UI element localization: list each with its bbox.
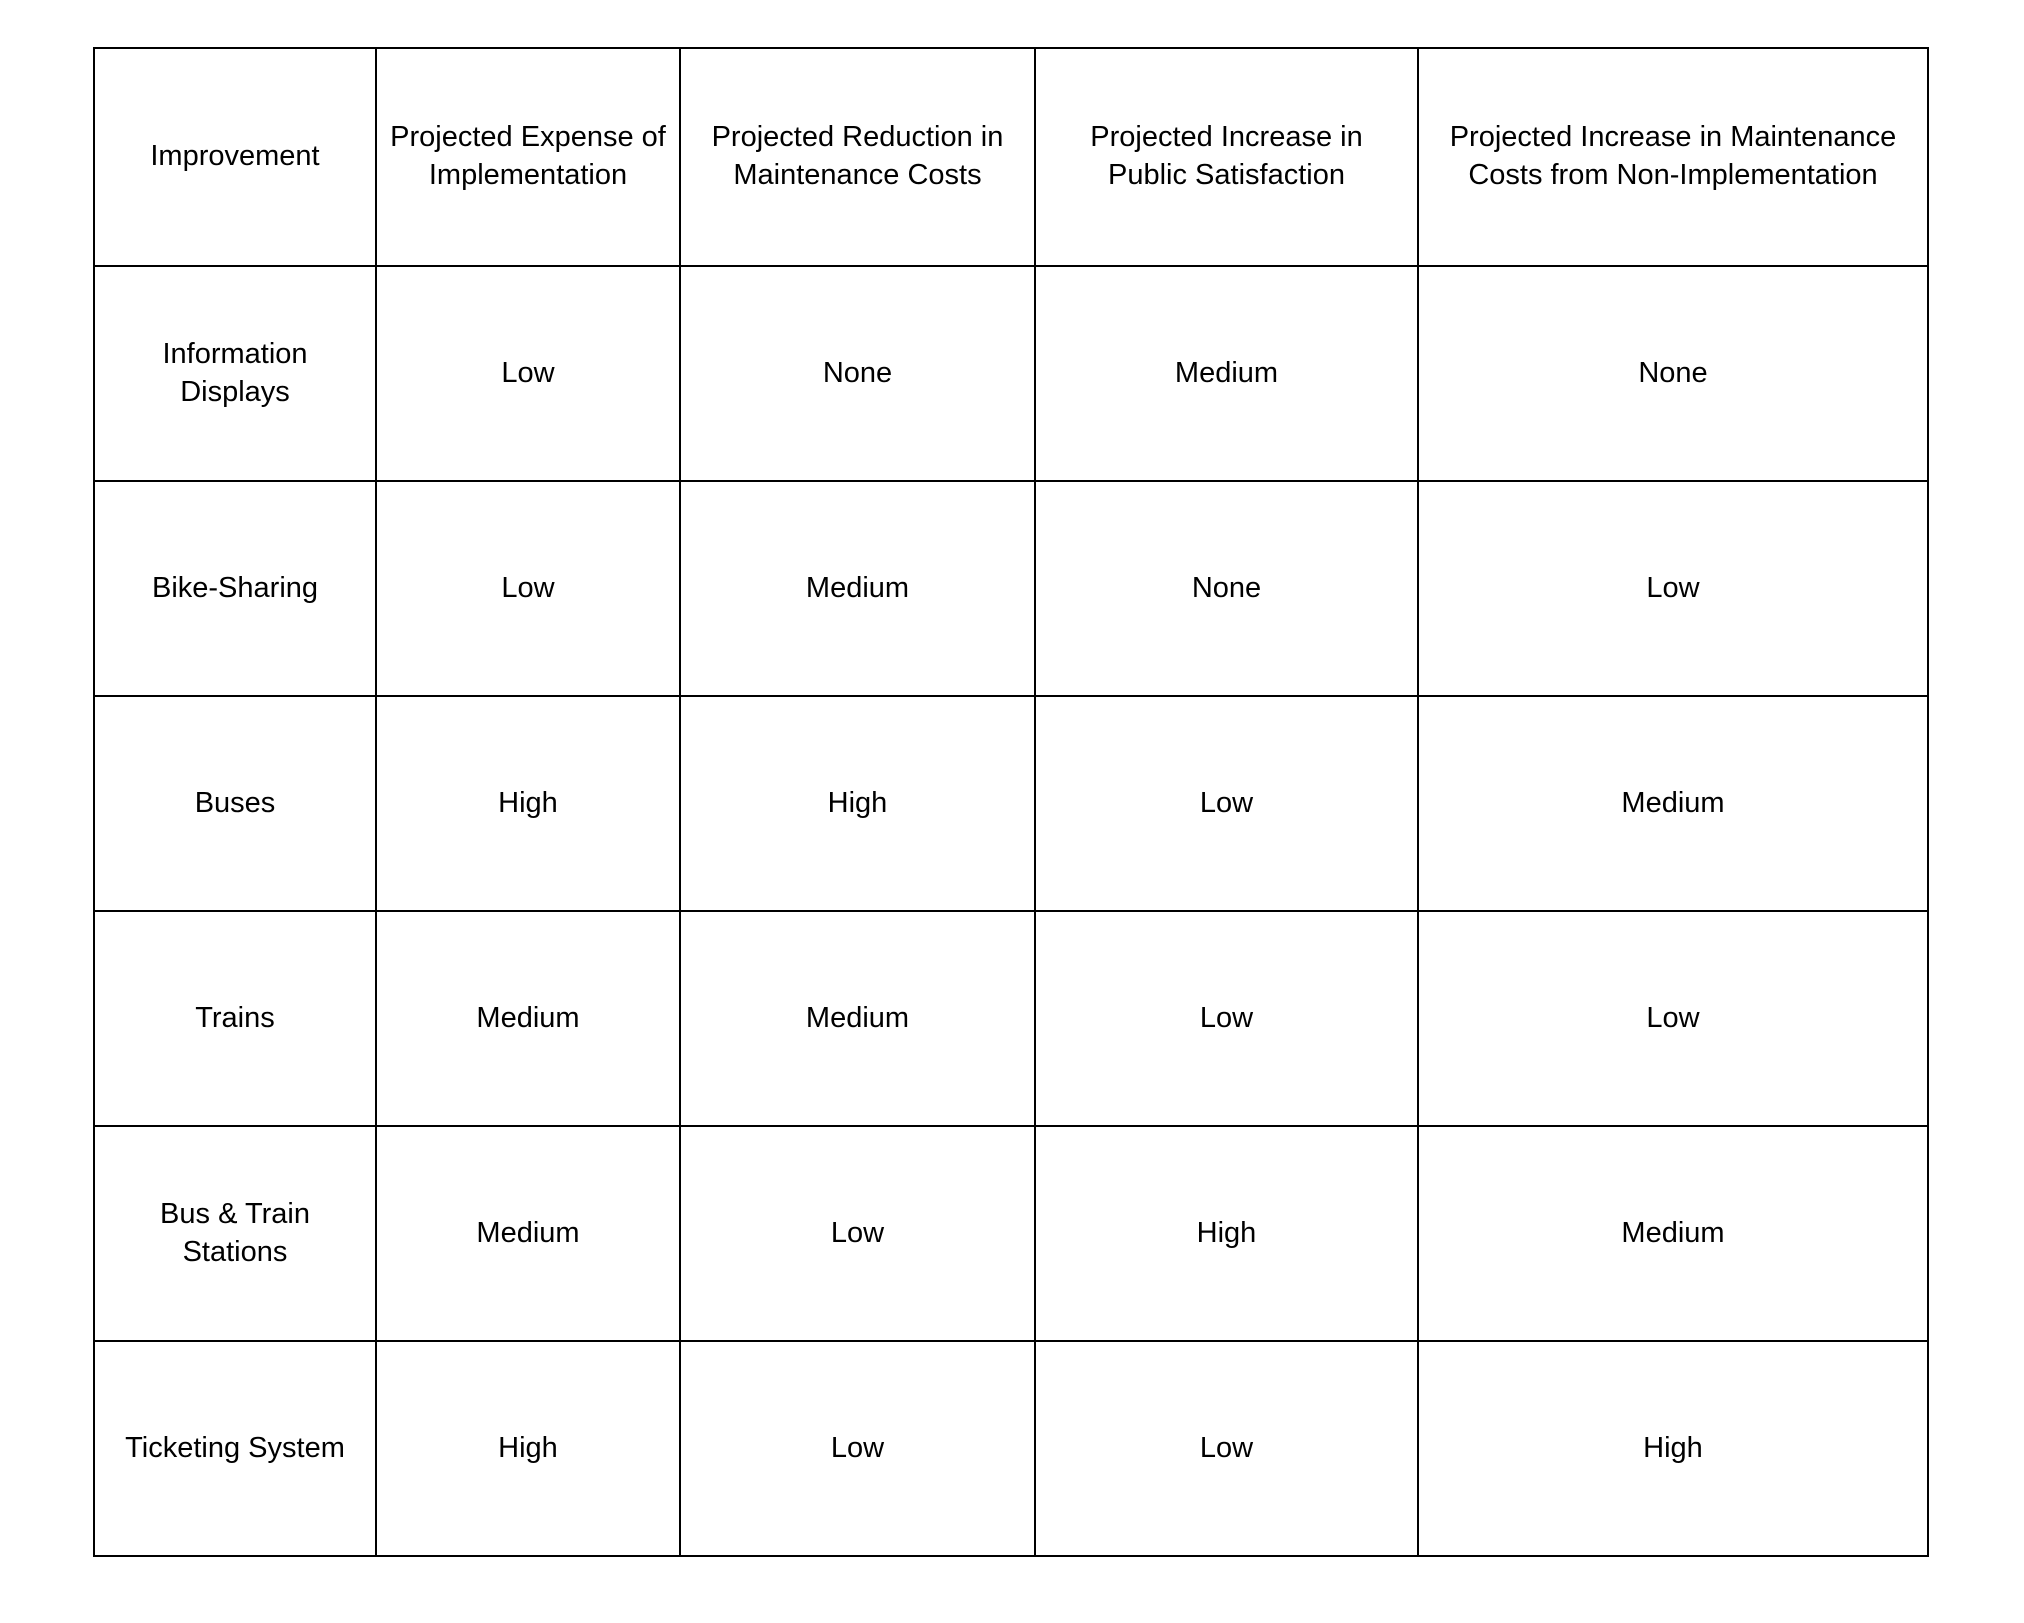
column-header-projected-expense: Projected Expense of Implementation [376, 48, 680, 266]
table-cell: Medium [680, 481, 1035, 696]
row-header: Ticketing System [94, 1341, 376, 1556]
row-header: Buses [94, 696, 376, 911]
table-cell: High [376, 696, 680, 911]
table-cell: High [680, 696, 1035, 911]
table-cell: Low [1035, 911, 1418, 1126]
column-header-projected-reduction-maintenance: Projected Reduction in Maintenance Costs [680, 48, 1035, 266]
table-cell: Low [1418, 481, 1928, 696]
table-row-information-displays [94, 266, 1928, 481]
table-cell: Medium [1418, 1126, 1928, 1341]
table-cell: High [1035, 1126, 1418, 1341]
row-header: Information Displays [94, 266, 376, 481]
column-header-improvement: Improvement [94, 48, 376, 266]
table-cell: Medium [376, 1126, 680, 1341]
table-row-bike-sharing [94, 481, 1928, 696]
table-cell: Medium [680, 911, 1035, 1126]
table-cell: High [376, 1341, 680, 1556]
table-row-trains [94, 911, 1928, 1126]
table-cell: Low [680, 1126, 1035, 1341]
table-row-bus-train-stations [94, 1126, 1928, 1341]
improvements-table [93, 47, 1929, 1557]
table-cell: None [1035, 481, 1418, 696]
column-header-projected-increase-satisfaction: Projected Increase in Public Satisfaction [1035, 48, 1418, 266]
table-cell: Low [376, 481, 680, 696]
row-header: Bus & Train Stations [94, 1126, 376, 1341]
table-cell: Medium [1035, 266, 1418, 481]
table-cell: None [680, 266, 1035, 481]
row-header: Trains [94, 911, 376, 1126]
table-cell: High [1418, 1341, 1928, 1556]
column-header-projected-increase-maintenance-non-implementation: Projected Increase in Maintenance Costs from Non-Implementation [1418, 48, 1928, 266]
table-cell: Low [1035, 696, 1418, 911]
header-row [94, 48, 1928, 266]
table-cell: Low [680, 1341, 1035, 1556]
table-cell: Medium [1418, 696, 1928, 911]
improvements-table-container [93, 47, 1929, 1557]
table-row-buses [94, 696, 1928, 911]
table-cell: Low [1418, 911, 1928, 1126]
table-cell: None [1418, 266, 1928, 481]
table-cell: Medium [376, 911, 680, 1126]
row-header: Bike-Sharing [94, 481, 376, 696]
table-row-ticketing-system [94, 1341, 1928, 1556]
table-cell: Low [1035, 1341, 1418, 1556]
table-cell: Low [376, 266, 680, 481]
